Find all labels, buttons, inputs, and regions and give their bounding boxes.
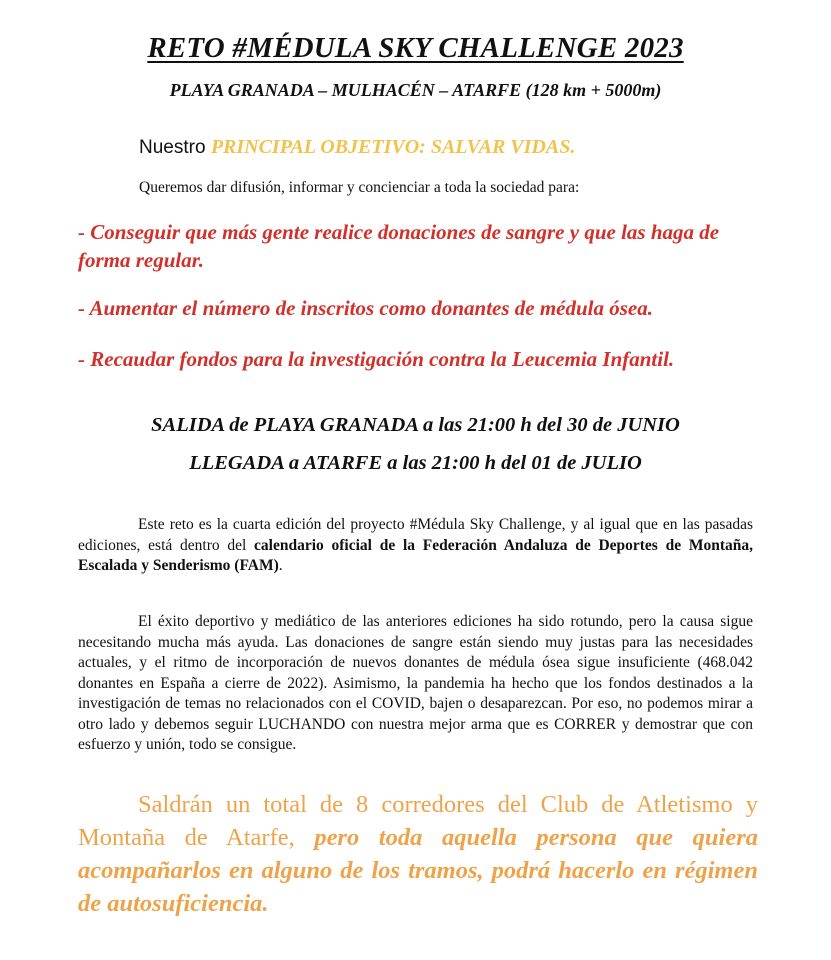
goal-fundraising: - Recaudar fondos para la investigación contra la Leucemia Infantil. <box>78 347 675 371</box>
document-title <box>0 30 831 66</box>
runners-emphasis: pero toda aquella persona que quiera acompañarlos en alguno de los tramos, podrá hacerlo en régimen de autosuficiencia. <box>78 824 758 917</box>
objective-lead: Nuestro <box>139 137 211 158</box>
departure-line: SALIDA de PLAYA GRANADA a las 21:00 h del 30 de JUNIO <box>151 414 680 436</box>
runners-paragraph <box>78 788 758 920</box>
goal-marrow-donors: - Aumentar el número de inscritos como donantes de médula ósea. <box>78 296 653 320</box>
edition-text: Este reto es la cuarta edición del proyecto #Médula Sky Challenge, y al igual que en las pasadas ediciones, está dentro del <box>78 516 753 554</box>
route-subtitle: PLAYA GRANADA – MULHACÉN – ATARFE (128 km + 5000m) <box>169 80 662 100</box>
arrival-line: LLEGADA a ATARFE a las 21:00 h del 01 de JULIO <box>189 452 642 474</box>
objective-highlight: PRINCIPAL OBJETIVO: SALVAR VIDAS. <box>210 136 576 158</box>
intro-text: Queremos dar difusión, informar y concienciar a toda la sociedad para: <box>139 179 580 196</box>
edition-end: . <box>278 557 283 574</box>
main-objective <box>139 135 575 160</box>
cause-paragraph: El éxito deportivo y mediático de las anteriores ediciones ha sido rotundo, pero la causa sigue necesitando mucha más ayuda. Las donaciones de sangre están siendo muy justas para las necesidades actuales, y el ritmo de incorporación de nuevos donantes de médula ósea sigue insuficiente (468.042 donantes en España a cierre de 2022). Asimismo, la pandemia ha hecho que los fondos destinados a la investigación de temas no relacionados con el COVID, bajen o desaparezcan. Por eso, no podemos mirar a otro lado y debemos seguir LUCHANDO con nuestra mejor arma que es CORRER y demostrar que con esfuerzo y unión, todo se consigue. <box>78 613 753 753</box>
title-text: RETO #MÉDULA SKY CHALLENGE 2023 <box>147 32 684 64</box>
edition-paragraph <box>78 515 753 577</box>
runners-plain: Saldrán un total de 8 corredores del Club de Atletismo y Montaña de Atarfe, <box>78 791 758 851</box>
goal-blood-donation: - Conseguir que más gente realice donaciones de sangre y que las haga de forma regular. <box>78 220 720 272</box>
federation-calendar: calendario oficial de la Federación Andaluza de Deportes de Montaña, Escalada y Senderismo (FAM) <box>78 536 753 574</box>
